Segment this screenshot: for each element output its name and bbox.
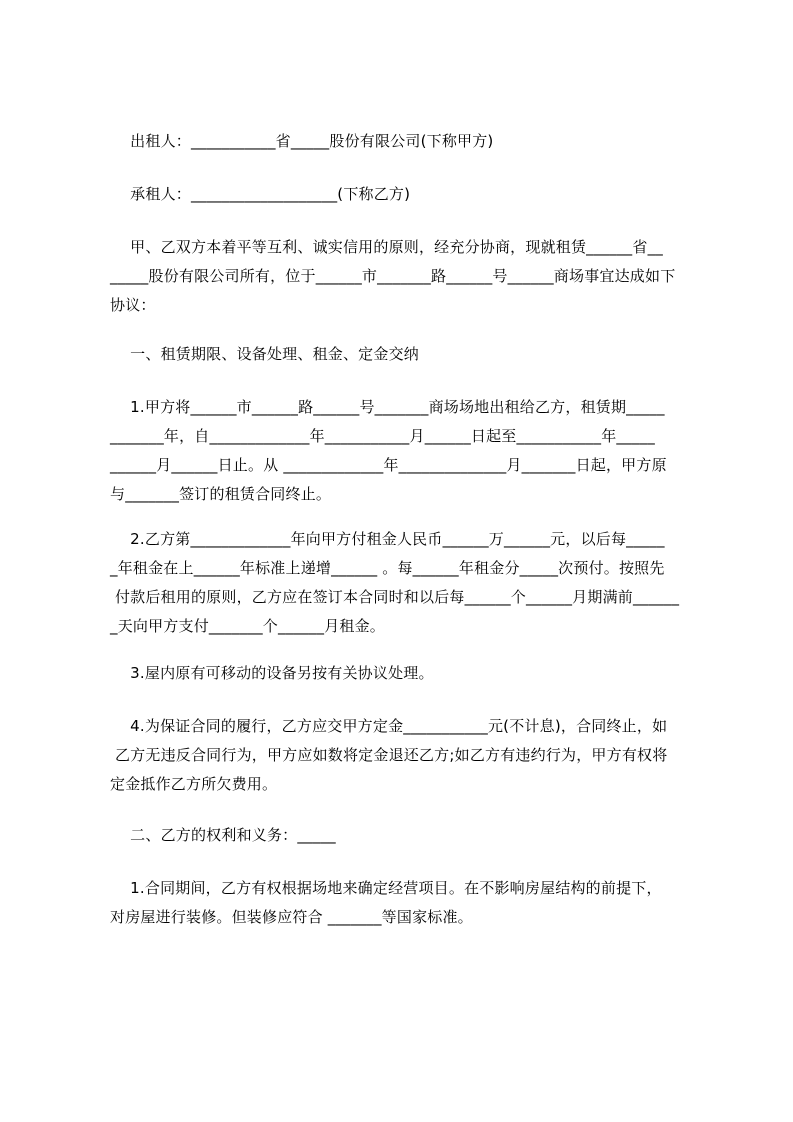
text-line: 1.甲方将______市______路______号_______商场场地出租给乙方，租赁期_____ [110, 398, 665, 416]
text-line: ______月______日止。从 _____________年______________月_______日起，甲方原 [110, 456, 667, 474]
text-line: 与_______签订的租赁合同终止。 [110, 485, 332, 503]
clause-1-3 [110, 659, 710, 688]
text-line: _____股份有限公司所有，位于______市_______路______号______商场事宜达成如下 [110, 267, 676, 285]
text-line: 协议： [110, 296, 156, 314]
text-line: _年租金在上______年标准上递增______ 。每______年租金分_____次预付。按照先 [110, 559, 665, 577]
text-line: 承租人：___________________(下称乙方) [110, 185, 411, 203]
heading-text: 二、乙方的权利和义务：_____ [110, 826, 336, 844]
clause-1-1 [110, 393, 710, 509]
text-line: 付款后租用的原则，乙方应在签订本合同时和以后每______个______月期满前______ [110, 588, 680, 606]
text-line: 对房屋进行装修。但装修应符合 _______等国家标准。 [110, 908, 473, 926]
text-line: 2.乙方第_____________年向甲方付租金人民币______万______元，以后每_____ [110, 530, 665, 548]
preamble [110, 233, 710, 320]
clause-1-2 [110, 525, 710, 641]
lessor-line [110, 127, 710, 156]
clause-1-4 [110, 712, 710, 799]
text-line: _天向甲方支付_______个______月租金。 [110, 617, 386, 635]
text-line: 甲、乙双方本着平等互利、诚实信用的原则，经充分协商，现就租赁______省__ [110, 238, 663, 256]
heading-text: 一、租赁期限、设备处理、租金、定金交纳 [110, 345, 419, 363]
text-line: 定金抵作乙方所欠费用。 [110, 775, 278, 793]
clause-2-1 [110, 874, 710, 932]
text-line: 乙方无违反合同行为，甲方应如数将定金退还乙方;如乙方有违约行为，甲方有权将 [110, 746, 668, 764]
text-line: 1.合同期间，乙方有权根据场地来确定经营项目。在不影响房屋结构的前提下， [110, 879, 662, 897]
text-line: 出租人：___________省_____股份有限公司(下称甲方) [110, 132, 494, 150]
section-2-heading [110, 821, 710, 850]
text-line: 4.为保证合同的履行，乙方应交甲方定金___________元(不计息)，合同终止，如 [110, 717, 668, 735]
lessee-line [110, 180, 710, 209]
text-line: _______年，自_____________年___________月______日起至___________年_____ [110, 427, 655, 445]
section-1-heading [110, 340, 710, 369]
text-line: 3.屋内原有可移动的设备另按有关协议处理。 [110, 664, 434, 682]
